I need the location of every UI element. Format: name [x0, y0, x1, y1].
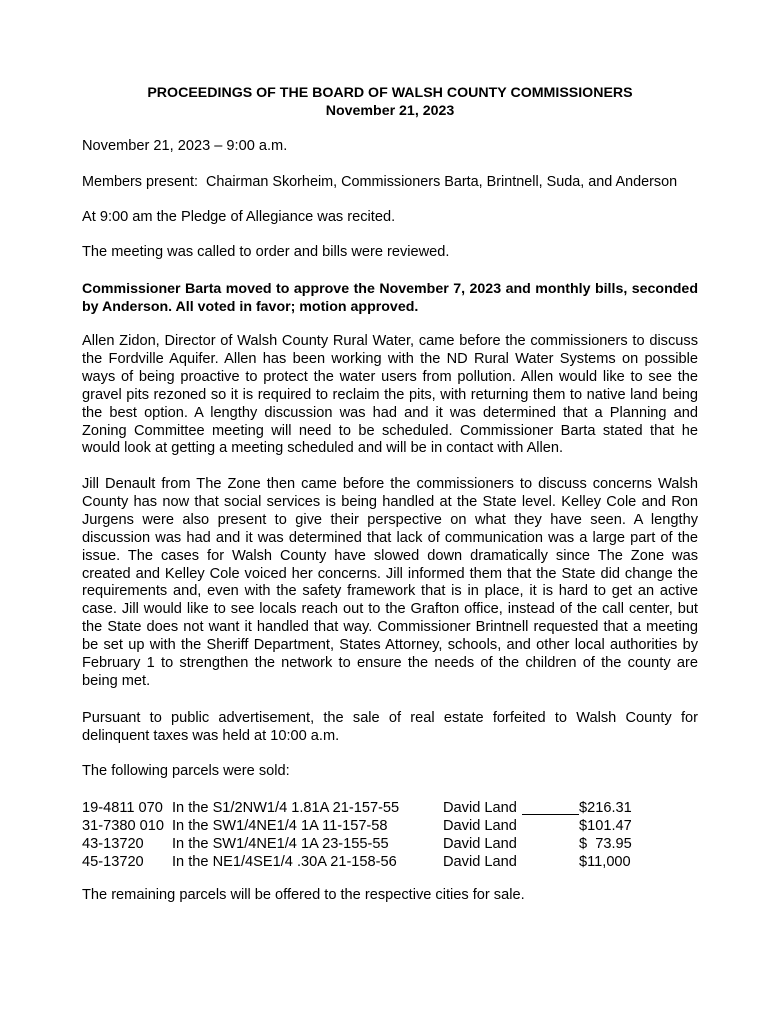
- parcels-list: [82, 799, 698, 871]
- parcel-description: In the SW1/4NE1/4 1A 11-157-58: [172, 818, 388, 834]
- bills-motion: Commissioner Barta moved to approve the November 7, 2023 and monthly bills, seconded by Anderson. All voted in favor; motion approved.: [82, 281, 698, 315]
- parcel-buyer: David Land: [443, 800, 517, 816]
- paragraph-the-zone: Jill Denault from The Zone then came before the commissioners to discuss concerns Walsh County has now that social services is being handled at the State level. Kelley Cole and Ron Jurgens were also present to give their perspective on what they have seen. A lengthy discussion was had and it was determined that lack of communication was a large part of the issue. The cases for Walsh County have slowed down dramatically since The Zone was created and Kelley Cole voiced her concerns. Jill informed them that the State did change the requirements and, even with the safety framework that is in place, it is hard to get an active case. Jill would like to see locals reach out to the Grafton office, instead of the call center, but the State does not want it handled that way. Commissioner Brintnell requested that a meeting be set up with the Sheriff Department, States Attorney, schools, and other local authorities by February 1 to strengthen the network to ensure the needs of the children of the county are being met.: [82, 476, 698, 689]
- parcel-buyer: David Land: [443, 854, 517, 870]
- parcel-id: 45-13720: [82, 854, 144, 870]
- parcel-amount: $11,000: [579, 854, 631, 870]
- parcel-description: In the NE1/4SE1/4 .30A 21-158-56: [172, 854, 397, 870]
- parcel-id: 43-13720: [82, 836, 144, 852]
- meeting-datetime: November 21, 2023 – 9:00 a.m.: [82, 138, 288, 154]
- call-to-order: The meeting was called to order and bills were reviewed.: [82, 244, 450, 260]
- parcel-id: 31-7380 010: [82, 818, 164, 834]
- parcel-row: [82, 835, 698, 853]
- members-present: Members present: Chairman Skorheim, Commissioners Barta, Brintnell, Suda, and Anderson: [82, 174, 678, 190]
- closing-statement: The remaining parcels will be offered to the respective cities for sale.: [82, 887, 525, 903]
- document-header: [82, 84, 698, 120]
- parcel-row: [82, 799, 698, 817]
- parcel-buyer: David Land: [443, 818, 517, 834]
- document-title: PROCEEDINGS OF THE BOARD OF WALSH COUNTY COMMISSIONERS: [147, 85, 633, 101]
- parcel-row: [82, 853, 698, 871]
- parcel-description: In the S1/2NW1/4 1.81A 21-157-55: [172, 800, 400, 816]
- parcel-id: 19-4811 070: [82, 800, 163, 816]
- parcel-buyer: David Land: [443, 836, 517, 852]
- parcel-amount: $ 73.95: [579, 836, 632, 852]
- parcel-description: In the SW1/4NE1/4 1A 23-155-55: [172, 836, 389, 852]
- document-date: November 21, 2023: [325, 103, 455, 119]
- leader-line: [522, 814, 579, 815]
- pledge-statement: At 9:00 am the Pledge of Allegiance was recited.: [82, 209, 396, 225]
- parcel-row: [82, 817, 698, 835]
- paragraph-tax-sale: Pursuant to public advertisement, the sale of real estate forfeited to Walsh County for delinquent taxes was held at 10:00 a.m.: [82, 710, 698, 744]
- parcel-amount: $101.47: [579, 818, 632, 834]
- parcel-amount: $216.31: [579, 800, 632, 816]
- parcels-intro: The following parcels were sold:: [82, 763, 290, 779]
- paragraph-rural-water: Allen Zidon, Director of Walsh County Rural Water, came before the commissioners to discuss the Fordville Aquifer. Allen has been working with the ND Rural Water Systems on possible ways of being proactive to protect the water users from pollution. Allen would like to see the gravel pits rezoned so it is required to reclaim the pits, with returning them to native land being the best option. A lengthy discussion was had and it was determined that a Planning and Zoning Committee meeting will need to be scheduled. Commissioner Barta stated that he would look at getting a meeting scheduled and will be in contact with Allen.: [82, 333, 698, 457]
